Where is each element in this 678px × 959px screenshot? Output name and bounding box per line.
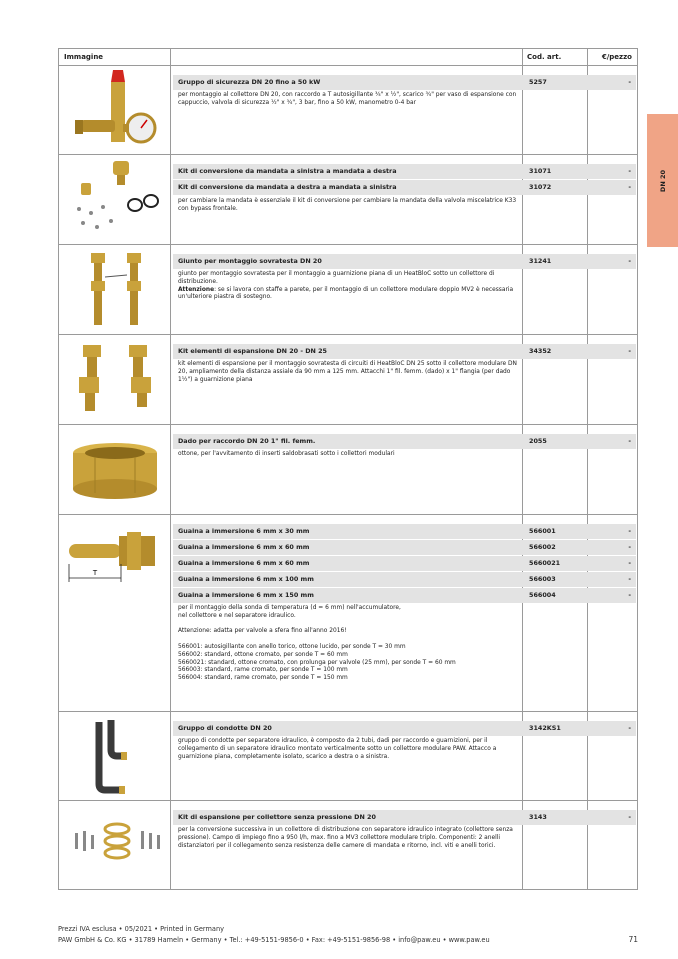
product-description: giunto per montaggio sovratesta per il montaggio a guarnizione piana di un HeatBloC sotto un collettore di distribuzione. Attenzione: se si lavora con staffe a parete, per il montaggio di un collettore modulare doppio MV2 è necessaria un'ulteriore piastra di sostegno. (178, 271, 514, 301)
product-row (59, 154, 637, 245)
product-description: per cambiare la mandata è essenziale il kit di conversione per cambiare la mandata della valvola miscelatrice K33 con bypass frontale. (178, 198, 517, 212)
product-item: Kit di conversione da mandata a sinistra a mandata a destra 31071 - (173, 164, 636, 179)
section-tab: DN 20 (647, 114, 678, 247)
product-item: Guaina a immersione 6 mm x 60 mm 566002 - (173, 540, 636, 555)
union-nut-image (61, 427, 169, 511)
product-item: Guaina a immersione 6 mm x 100 mm 566003 - (173, 572, 636, 587)
safety-group-image (61, 68, 169, 152)
dimension-label: T (92, 569, 98, 577)
product-item: Guaina a immersione 6 mm x 60 mm 5660021 - (173, 556, 636, 571)
product-item: Kit di conversione da mandata a destra a mandata a sinistra 31072 - (173, 180, 636, 195)
conversion-kit-image (61, 157, 169, 241)
immersion-sleeve-image (61, 522, 169, 602)
footer-line-2: PAW GmbH & Co. KG • 31789 Hameln • Germany • Tel.: +49-5151-9856-0 • Fax: +49-5151-9856-98 • info@paw.eu • www.paw.eu (58, 936, 490, 944)
overhead-coupling-image (61, 247, 169, 331)
product-row (59, 334, 637, 425)
product-row (59, 424, 637, 515)
product-item: Gruppo di sicurezza DN 20 fino a 50 kW 5257 - (173, 75, 636, 90)
expansion-elements-image (61, 337, 169, 421)
product-description: per montaggio al collettore DN 20, con raccordo a T autosigillante ¾" x ½", scarico ¾" per vaso di espansione con cappuccio, valvola di sicurezza ½" x ¾", 3 bar, fino a 50 kW, manometro 0-4 bar (178, 92, 517, 106)
table-header (59, 49, 637, 66)
product-row (59, 244, 637, 335)
product-item: Guaina a immersione 6 mm x 30 mm 566001 - (173, 524, 636, 539)
product-item: Gruppo di condotte DN 20 3142KS1 - (173, 721, 636, 736)
pipe-group-image (61, 714, 169, 798)
product-row (59, 800, 637, 890)
product-item: Dado per raccordo DN 20 1" fil. femm. 2055 - (173, 434, 636, 449)
product-description: ottone, per l'avvitamento di inserti saldobrasati sotto i collettori modulari (178, 451, 395, 457)
col-price-header: €/pezzo (601, 53, 632, 61)
page-number: 71 (628, 935, 638, 944)
product-row (59, 711, 637, 801)
product-description: kit elementi di espansione per il montaggio sovratesta di circuiti di HeatBloC DN 25 sotto il collettore modulare DN 20, ampliamento della distanza assiale da 90 mm a 125 mm. Attacchi 1" fil. femm. (dado) x 1" flangia (per dado 1½") a guarnizione piana (178, 361, 517, 383)
product-item: Giunto per montaggio sovratesta DN 20 31241 - (173, 254, 636, 269)
col-image-header: Immagine (64, 53, 104, 61)
footer-line-1: Prezzi IVA esclusa • 05/2021 • Printed in Germany (58, 925, 225, 933)
product-item: Kit elementi di espansione DN 20 - DN 25 34352 - (173, 344, 636, 359)
product-item: Kit di espansione per collettore senza pressione DN 20 3143 - (173, 810, 636, 825)
product-description: per la conversione successiva in un collettore di distribuzione con separatore idraulico integrato (collettore senza pressione). Campo di impiego fino a 950 l/h, max. fino a MV3 collettore modulare triplo. Componenti: 2 anelli distanziatori per il collegamento senza resistenza delle camere di mandata e ritorno, incl. viti e anelli torici. (178, 827, 513, 849)
product-description: per il montaggio della sonda di temperatura (d = 6 mm) nell'accumulatore, nel collettore e nel separatore idraulico. Attenzione: adatta per valvole a sfera fino all'anno 2016! 566001: autosigillante con anello torico, ottone lucido, per sonde T = 30 mm 566002: standard, ottone cromato, per sonde T = 60 mm 5660021: standard, ottone cromato, con prolunga per valvole (25 mm), per sonde T = 60 mm 566003: standard, rame cromato, per sonde T = 100 mm 566004: standard, rame cromato, per sonde T = 150 mm (178, 605, 456, 682)
product-item: Guaina a immersione 6 mm x 150 mm 566004 - (173, 588, 636, 603)
expansion-kit-image (61, 803, 169, 887)
product-description: gruppo di condotte per separatore idraulico, è composto da 2 tubi, dadi per raccordo e guarnizioni, per il collegamento di un separatore idraulico montato verticalmente sotto un collettore modulare PAW. Attacco a guarnizione piana, completamente isolato, scarico a destra o a sinistra. (178, 738, 497, 760)
attention-label: Attenzione (178, 286, 215, 293)
product-row (59, 65, 637, 155)
product-table (58, 48, 638, 890)
col-code-header: Cod. art. (527, 53, 562, 61)
product-row (59, 514, 637, 712)
